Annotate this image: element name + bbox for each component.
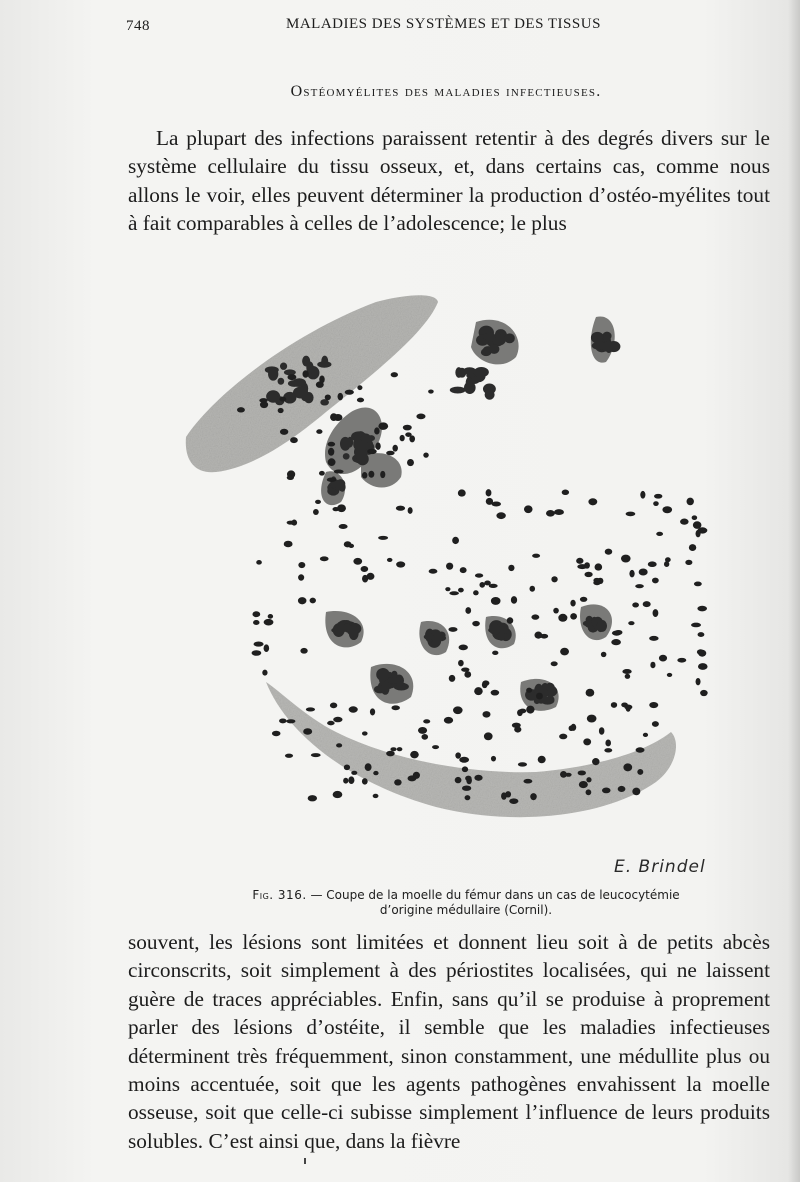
- stained-dot: [508, 565, 514, 571]
- stained-dot: [611, 702, 617, 708]
- cell-nucleus: [591, 617, 597, 627]
- stained-dot: [367, 573, 375, 580]
- stained-dot: [486, 489, 492, 496]
- stained-dot: [558, 614, 567, 622]
- stained-dot: [667, 673, 672, 677]
- stained-dot: [390, 747, 396, 751]
- stained-dot: [482, 711, 490, 717]
- stained-dot: [290, 437, 298, 443]
- stained-dot: [349, 544, 355, 548]
- stained-dot: [484, 732, 493, 740]
- stained-dot: [465, 607, 471, 614]
- stained-dot: [509, 798, 518, 804]
- cell-nucleus: [317, 361, 331, 368]
- stained-dot: [264, 619, 274, 626]
- stained-dot: [280, 429, 288, 435]
- stained-dot: [338, 393, 344, 400]
- artist-signature: E. Brindel: [614, 857, 706, 877]
- stained-dot: [531, 614, 539, 619]
- stained-dot: [700, 690, 708, 696]
- cell-nucleus: [466, 377, 473, 388]
- stained-dot: [311, 753, 321, 757]
- stained-dot: [653, 609, 659, 617]
- stained-dot: [252, 650, 262, 656]
- stained-dot: [264, 644, 270, 652]
- stained-dot: [643, 601, 651, 607]
- stained-dot: [546, 510, 555, 517]
- stained-dot: [697, 606, 707, 612]
- stained-dot: [268, 614, 273, 619]
- stained-dot: [353, 558, 362, 565]
- cell-nucleus: [340, 437, 351, 451]
- stained-dot: [639, 568, 648, 575]
- stained-dot: [357, 398, 364, 403]
- stained-dot: [536, 693, 543, 700]
- stained-dot: [460, 567, 467, 573]
- stained-dot: [605, 549, 612, 555]
- figure-caption: [226, 888, 706, 918]
- stained-dot: [325, 394, 331, 400]
- cell-nucleus: [347, 625, 358, 635]
- stained-dot: [423, 719, 430, 723]
- stained-dot: [319, 471, 325, 476]
- stained-dot: [378, 536, 388, 540]
- tissue-strip-upper: [186, 295, 438, 472]
- stained-dot: [284, 541, 293, 548]
- stained-dot: [410, 751, 419, 758]
- stained-dot: [396, 506, 405, 511]
- stained-dot: [576, 558, 583, 564]
- stained-dot: [302, 370, 308, 377]
- stained-dot: [403, 425, 412, 431]
- stained-dot: [285, 754, 293, 758]
- stained-dot: [570, 613, 577, 619]
- stained-dot: [583, 738, 591, 745]
- cell-nucleus: [360, 435, 373, 442]
- stained-dot: [423, 453, 428, 458]
- stained-dot: [523, 779, 532, 784]
- stained-dot: [288, 374, 297, 380]
- stained-dot: [375, 442, 380, 450]
- stained-dot: [298, 597, 307, 604]
- cell-nucleus: [301, 394, 309, 401]
- stained-dot: [351, 771, 357, 775]
- stained-dot: [254, 642, 264, 647]
- stained-dot: [465, 776, 471, 781]
- stained-dot: [692, 515, 698, 520]
- cell-nucleus: [482, 333, 495, 340]
- stained-dot: [455, 777, 462, 783]
- stained-dot: [313, 509, 319, 515]
- stained-dot: [253, 620, 260, 625]
- stained-dot: [614, 630, 622, 635]
- cell-nucleus: [343, 453, 350, 460]
- stained-dot: [458, 588, 464, 593]
- stained-dot: [328, 448, 334, 456]
- cell-nucleus: [597, 333, 604, 339]
- stained-dot: [391, 372, 398, 377]
- stained-dot: [529, 586, 535, 592]
- stained-dot: [593, 578, 600, 583]
- stained-dot: [237, 407, 245, 412]
- cell-nucleus: [391, 671, 397, 678]
- stained-dot: [479, 582, 485, 588]
- stained-dot: [330, 702, 337, 708]
- stained-dot: [413, 772, 420, 779]
- stained-dot: [373, 794, 379, 798]
- stained-dot: [519, 709, 526, 714]
- stained-dot: [632, 788, 640, 796]
- stained-dot: [554, 509, 564, 515]
- stained-dot: [551, 661, 558, 666]
- stained-dot: [628, 621, 634, 625]
- cell-nucleus: [504, 333, 514, 343]
- stained-dot: [308, 795, 317, 801]
- stained-dot: [611, 639, 621, 645]
- stained-dot: [518, 762, 527, 766]
- stained-dot: [361, 566, 369, 572]
- stained-dot: [445, 587, 450, 591]
- cell-nucleus: [455, 367, 462, 378]
- stained-dot: [507, 617, 513, 624]
- stained-dot: [320, 556, 329, 561]
- stained-dot: [492, 651, 498, 655]
- stained-dot: [697, 649, 704, 654]
- cell-nucleus: [381, 683, 389, 695]
- stained-dot: [291, 520, 297, 526]
- bone-marrow-section-drawing: [176, 262, 716, 882]
- stained-dot: [691, 623, 701, 628]
- stained-dot: [279, 718, 286, 723]
- stained-dot: [472, 621, 480, 626]
- stained-dot: [584, 562, 590, 568]
- stained-dot: [569, 725, 574, 731]
- stained-dot: [652, 721, 659, 727]
- stained-dot: [474, 775, 482, 781]
- stained-dot: [588, 498, 597, 505]
- stained-dot: [474, 687, 483, 695]
- stained-dot: [400, 435, 405, 441]
- stained-dot: [458, 660, 464, 667]
- stained-dot: [649, 702, 658, 708]
- stained-dot: [637, 769, 643, 775]
- stained-dot: [446, 563, 453, 570]
- stained-dot: [458, 489, 466, 496]
- stained-dot: [586, 777, 591, 782]
- stained-dot: [272, 731, 281, 736]
- stained-dot: [526, 706, 534, 714]
- cell-nucleus: [278, 378, 285, 385]
- cell-nucleus: [450, 387, 466, 394]
- stained-dot: [482, 682, 488, 688]
- stained-dot: [339, 524, 348, 529]
- stained-dot: [429, 569, 438, 574]
- stained-dot: [604, 748, 612, 752]
- stained-dot: [319, 376, 325, 384]
- stained-dot: [348, 776, 354, 784]
- stained-dot: [652, 578, 659, 584]
- stained-dot: [696, 678, 701, 685]
- stained-dot: [586, 689, 595, 697]
- stained-dot: [459, 645, 468, 651]
- stained-dot: [409, 435, 415, 442]
- stained-dot: [629, 570, 634, 578]
- stained-dot: [653, 501, 659, 506]
- cell-nucleus: [545, 683, 554, 692]
- stained-dot: [336, 743, 342, 747]
- cell-nucleus: [541, 697, 555, 705]
- stained-dot: [662, 506, 672, 513]
- stained-dot: [448, 627, 457, 632]
- stained-dot: [496, 512, 505, 519]
- stained-dot: [677, 658, 686, 663]
- stained-dot: [327, 721, 334, 726]
- stained-dot: [601, 652, 607, 657]
- print-mark: [304, 1158, 306, 1164]
- stained-dot: [452, 537, 459, 544]
- stained-dot: [315, 500, 321, 504]
- cell-nucleus: [424, 634, 435, 640]
- stained-dot: [553, 608, 559, 614]
- stained-dot: [530, 793, 537, 800]
- stained-dot: [584, 572, 592, 577]
- cell-nucleus: [268, 367, 278, 380]
- page-number: 748: [126, 18, 150, 34]
- cell-nucleus: [376, 668, 389, 681]
- stained-dot: [378, 422, 388, 430]
- stained-dot: [453, 706, 463, 714]
- stained-dot: [408, 507, 413, 514]
- stained-dot: [362, 731, 368, 735]
- stained-dot: [298, 574, 304, 580]
- stained-dot: [330, 413, 337, 421]
- stained-dot: [391, 705, 399, 710]
- stained-dot: [475, 573, 483, 577]
- stained-dot: [625, 674, 631, 679]
- stained-dot: [298, 562, 305, 568]
- stained-dot: [394, 779, 401, 785]
- cell-nucleus: [489, 344, 500, 354]
- stained-dot: [562, 490, 569, 495]
- cell-nucleus: [474, 367, 489, 377]
- stained-dot: [262, 670, 267, 676]
- stained-dot: [416, 414, 425, 420]
- stained-dot: [579, 781, 588, 788]
- stained-dot: [396, 561, 405, 567]
- stained-dot: [392, 445, 397, 452]
- stained-dot: [491, 690, 500, 696]
- stained-dot: [696, 530, 701, 537]
- stained-dot: [334, 470, 344, 474]
- stained-dot: [665, 557, 671, 562]
- stained-dot: [327, 477, 337, 481]
- cell-nucleus: [356, 453, 368, 466]
- stained-dot: [256, 560, 262, 565]
- stained-dot: [698, 632, 705, 637]
- stained-dot: [303, 728, 312, 735]
- stained-dot: [654, 494, 662, 499]
- stained-dot: [649, 636, 658, 641]
- cell-nucleus: [599, 343, 613, 350]
- figure-caption-label: Fig. 316.: [252, 888, 307, 902]
- stained-dot: [252, 611, 260, 617]
- stained-dot: [300, 648, 307, 654]
- stained-dot: [286, 719, 295, 723]
- stained-dot: [570, 600, 575, 607]
- stained-dot: [587, 715, 597, 723]
- stained-dot: [621, 555, 631, 563]
- stained-dot: [511, 596, 517, 604]
- stained-dot: [512, 723, 521, 728]
- stained-dot: [444, 717, 453, 724]
- stained-dot: [626, 512, 636, 517]
- running-title: MALADIES DES SYSTÈMES ET DES TISSUS: [286, 16, 601, 32]
- stained-dot: [622, 669, 631, 674]
- stained-dot: [648, 561, 657, 567]
- stained-dot: [357, 385, 362, 390]
- stained-dot: [643, 733, 648, 737]
- stained-dot: [449, 591, 459, 595]
- stained-dot: [449, 675, 456, 682]
- stained-dot: [464, 671, 471, 678]
- stained-dot: [685, 560, 692, 565]
- stained-dot: [397, 747, 403, 751]
- stained-dot: [462, 786, 471, 791]
- stained-dot: [491, 756, 496, 762]
- section-title: Ostéomyélites des maladies infectieuses.: [290, 83, 602, 100]
- stained-dot: [559, 734, 567, 740]
- stained-dot: [287, 475, 294, 480]
- stained-dot: [618, 786, 626, 792]
- stained-dot: [362, 472, 367, 479]
- stained-dot: [659, 655, 667, 662]
- stained-dot: [578, 770, 586, 775]
- stained-dot: [605, 740, 611, 747]
- cell-nucleus: [485, 390, 495, 400]
- cell-nucleus: [292, 378, 306, 387]
- stained-dot: [455, 752, 461, 758]
- stained-dot: [370, 708, 375, 715]
- stained-dot: [344, 764, 350, 770]
- stained-dot: [680, 519, 689, 525]
- stained-dot: [540, 634, 548, 639]
- stained-dot: [428, 390, 434, 394]
- stained-dot: [345, 390, 354, 395]
- cell-nucleus: [596, 620, 604, 632]
- stained-dot: [486, 498, 493, 505]
- stained-dot: [349, 706, 358, 712]
- stained-dot: [279, 397, 286, 402]
- stained-dot: [501, 792, 507, 799]
- page-edge-shadow: [788, 0, 800, 1182]
- stained-dot: [592, 758, 599, 765]
- stained-dot: [689, 544, 696, 551]
- stained-dot: [595, 563, 603, 570]
- stained-dot: [586, 789, 592, 795]
- stained-dot: [560, 648, 569, 656]
- stained-dot: [687, 498, 694, 506]
- stained-dot: [421, 734, 428, 740]
- stained-dot: [368, 471, 374, 478]
- stained-dot: [386, 751, 395, 757]
- running-header: [126, 16, 766, 38]
- stained-dot: [459, 757, 469, 763]
- stained-dot: [635, 584, 644, 588]
- stained-dot: [624, 704, 632, 709]
- stained-dot: [698, 663, 708, 670]
- stained-dot: [373, 771, 378, 775]
- stained-dot: [632, 602, 639, 607]
- figure-caption-text: — Coupe de la moelle du fémur dans un cas de leucocytémie d’origine médullaire (Cornil).: [310, 888, 680, 917]
- stained-dot: [524, 505, 533, 513]
- stained-dot: [526, 688, 532, 693]
- stained-dot: [328, 442, 336, 447]
- stained-dot: [599, 727, 605, 735]
- stained-dot: [580, 597, 587, 602]
- stained-dot: [473, 590, 479, 595]
- stained-dot: [623, 763, 632, 771]
- cell-nucleus: [280, 362, 287, 369]
- stained-dot: [491, 597, 501, 605]
- cell-nucleus: [498, 632, 505, 641]
- stained-dot: [656, 532, 663, 536]
- stained-dot: [484, 581, 491, 586]
- stained-dot: [380, 471, 385, 478]
- stained-dot: [362, 778, 368, 784]
- stained-dot: [418, 727, 427, 734]
- stained-dot: [259, 398, 267, 402]
- stained-dot: [374, 427, 379, 434]
- stained-dot: [333, 717, 342, 722]
- figure-illustration: [176, 262, 716, 882]
- stained-dot: [636, 747, 645, 752]
- stained-dot: [560, 771, 567, 778]
- stained-dot: [337, 504, 346, 512]
- stained-dot: [602, 787, 611, 793]
- stained-dot: [365, 763, 372, 771]
- stained-dot: [316, 429, 322, 434]
- stained-dot: [694, 582, 702, 587]
- stained-dot: [532, 554, 540, 558]
- stained-dot: [306, 707, 315, 711]
- stained-dot: [650, 662, 655, 669]
- stained-dot: [551, 576, 557, 582]
- stained-dot: [407, 459, 414, 466]
- stained-dot: [333, 791, 343, 798]
- stained-dot: [310, 598, 316, 604]
- paragraph-top: La plupart des infections paraissent retentir à des degrés divers sur le système cellulaire du tissu osseux, et, dans certains cas, comme nous allons le voir, elles peuvent déterminer la production d’ostéo-myélites tout à fait comparables à celles de l’adolescence; le plus: [128, 126, 770, 236]
- cell-nucleus: [302, 356, 310, 367]
- paragraph-bottom: souvent, les lésions sont limitées et donnent lieu soit à de petits abcès circonscrits, soit simplement à des périostites localisées, qui ne laissent guère de traces appréciables. Enfin, sans qu’il se produise à proprement parler des lésions d’ostéite, il semble que les maladies infectieuses déterminent très fréquemment, sinon constamment, une médullite plus ou moins accentuée, soit que les agents pathogènes envahissent la moelle osseuse, soit que celle-ci subisse simplement l’influence de leurs produits solubles. C’est ainsi que, dans la fièvre: [128, 930, 770, 1153]
- cell-nucleus: [489, 624, 500, 634]
- stained-dot: [465, 795, 471, 800]
- stained-dot: [387, 558, 393, 562]
- stained-dot: [386, 451, 394, 456]
- stained-dot: [462, 766, 468, 772]
- stained-dot: [343, 778, 348, 784]
- stained-dot: [461, 667, 469, 671]
- stained-dot: [538, 756, 546, 763]
- stained-dot: [367, 449, 377, 454]
- stained-dot: [278, 408, 284, 413]
- stained-dot: [432, 745, 439, 749]
- stained-dot: [640, 491, 645, 499]
- stained-dot: [328, 458, 336, 466]
